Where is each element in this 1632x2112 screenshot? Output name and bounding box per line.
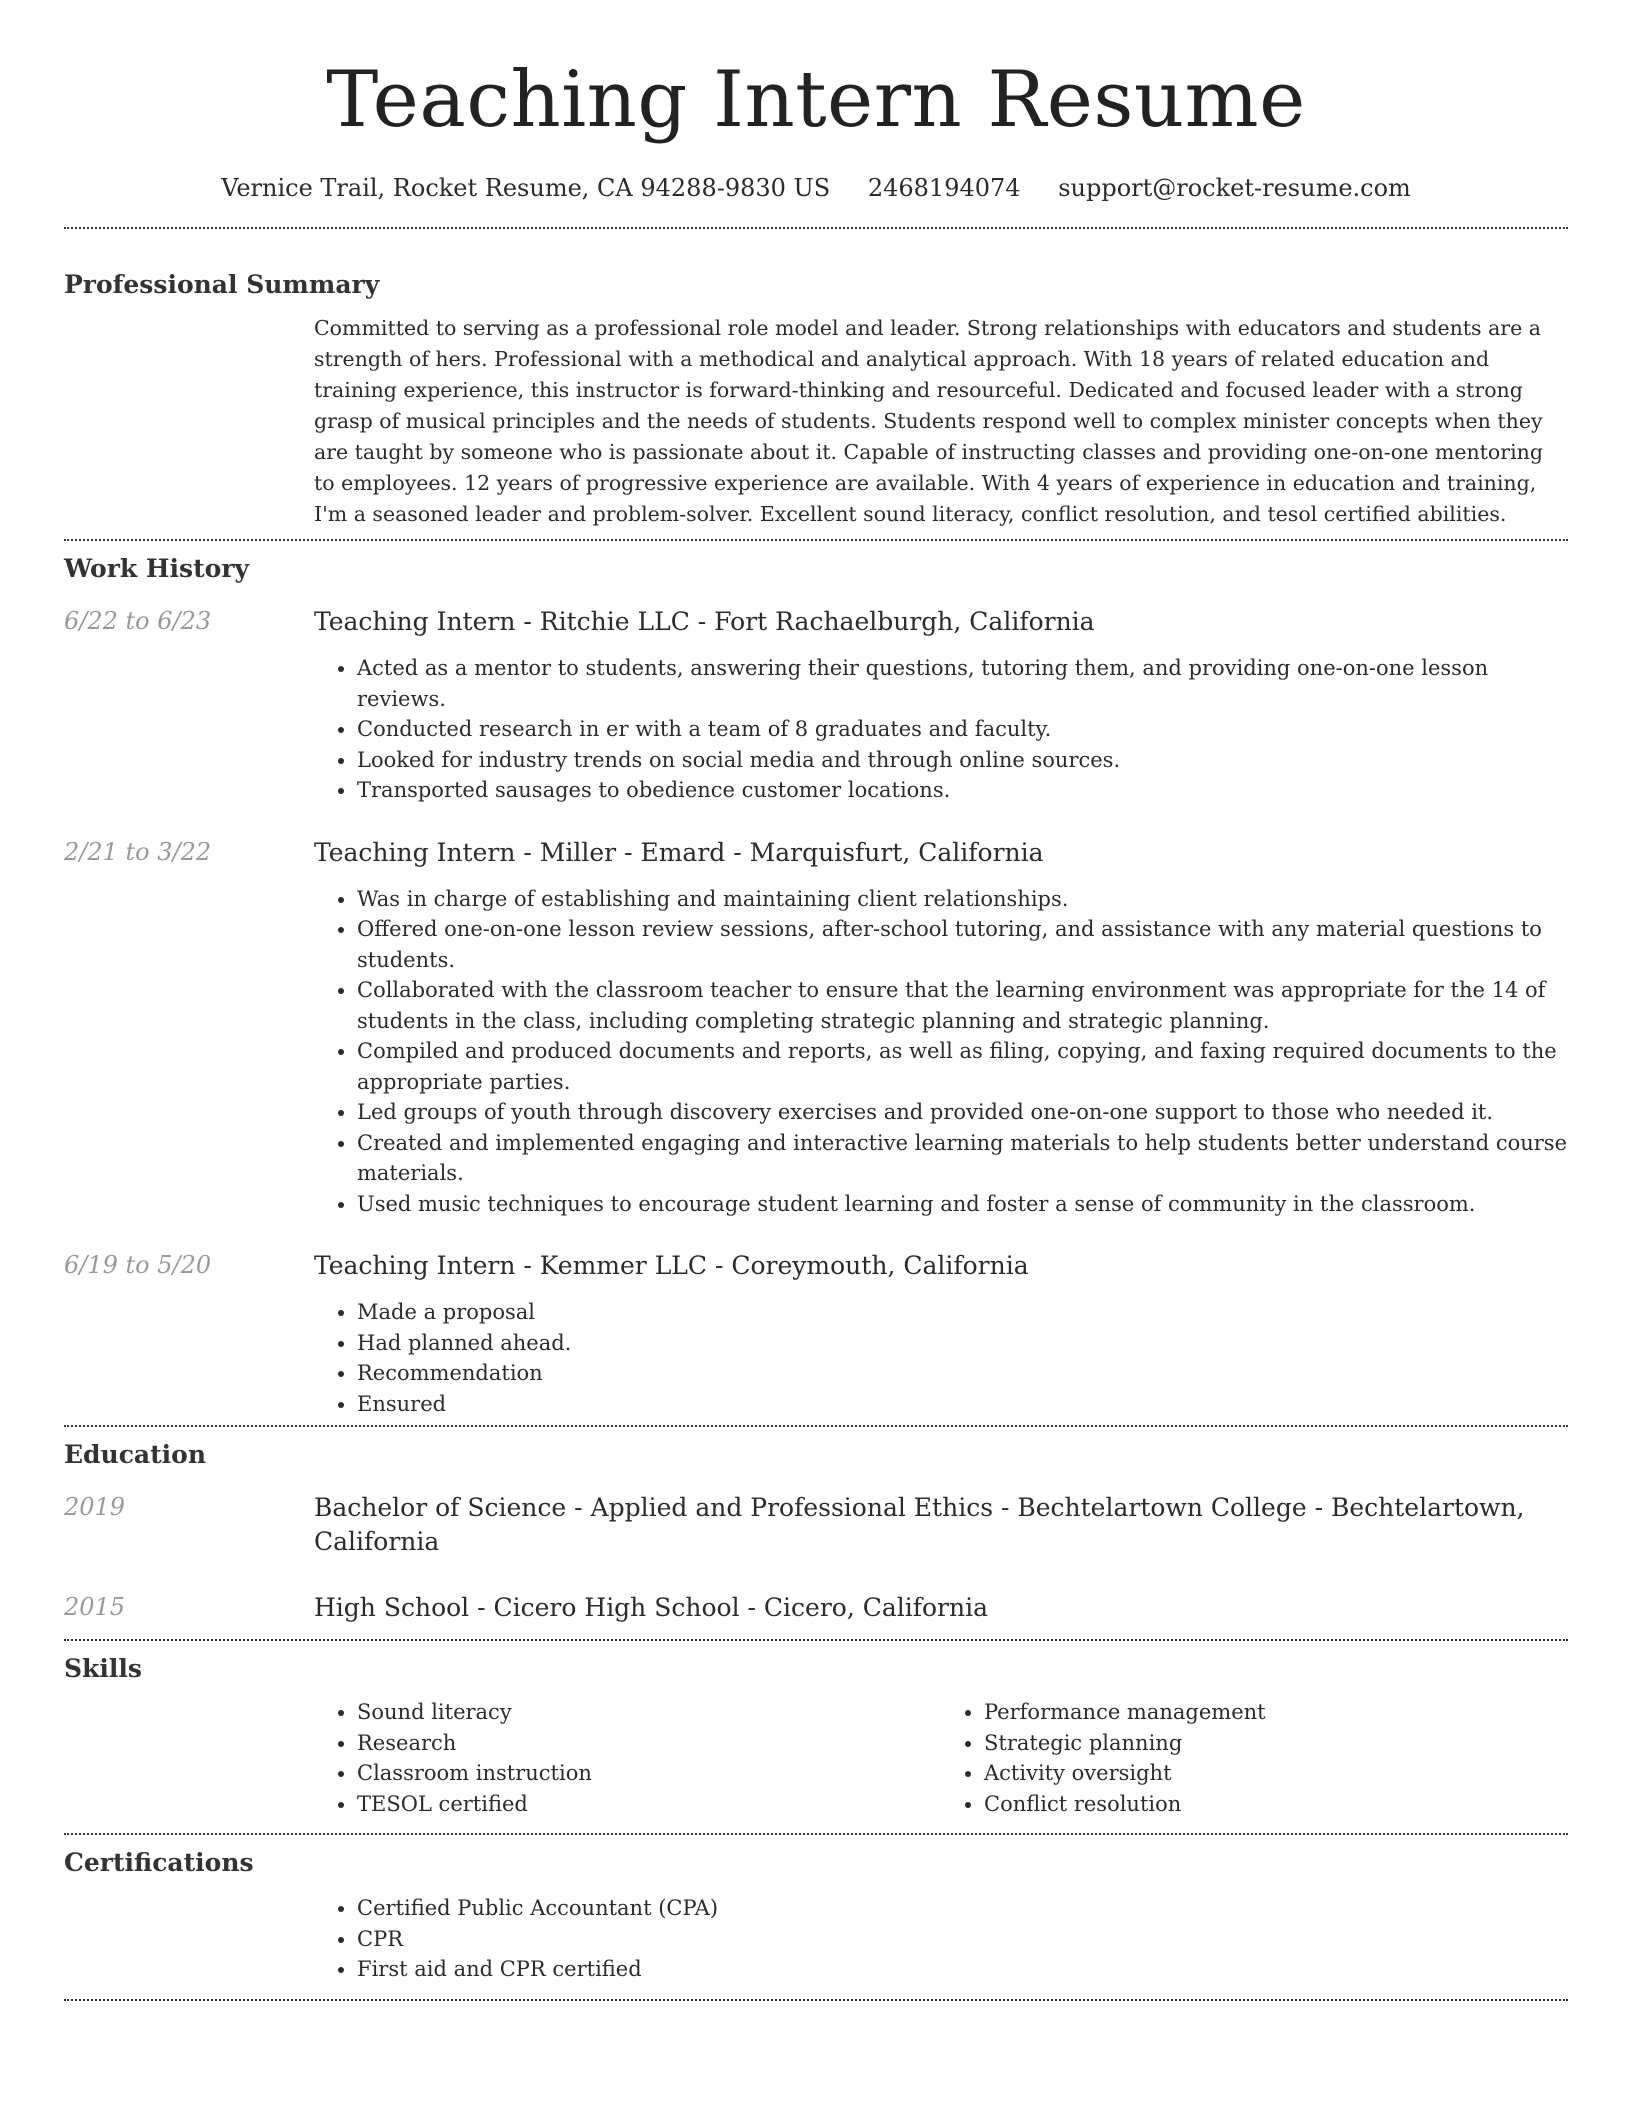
- divider: [64, 227, 1568, 229]
- list-item: • Acted as a mentor to students, answering their questions, tutoring them, and providing one-on-one lesson reviews.: [357, 653, 1568, 714]
- list-item: • Strategic planning: [984, 1728, 1568, 1759]
- list-item: • Looked for industry trends on social media and through online sources.: [357, 745, 1568, 776]
- resume-page: [64, 0, 1568, 2001]
- education-heading: High School - Cicero High School - Cicero, California: [314, 1593, 988, 1622]
- job-dates: 6/19 to 5/20: [64, 1251, 212, 1279]
- education-heading: Bachelor of Science - Applied and Professional Ethics - Bechtelartown College - Bechtelartown, California: [314, 1493, 1525, 1556]
- summary-row: [64, 313, 1568, 530]
- job-heading: Teaching Intern - Miller - Emard - Marquisfurt, California: [314, 837, 1044, 867]
- job-dates: 6/22 to 6/23: [64, 607, 212, 635]
- list-item: • Created and implemented engaging and interactive learning materials to help students better understand course materials.: [357, 1128, 1568, 1189]
- list-item: • Conflict resolution: [984, 1789, 1568, 1820]
- contact-address: Vernice Trail, Rocket Resume, CA 94288-9830 US: [221, 174, 831, 202]
- list-item: • Was in charge of establishing and maintaining client relationships.: [357, 884, 1568, 915]
- list-item: • Sound literacy: [357, 1697, 941, 1728]
- list-item: • Made a proposal: [357, 1297, 1568, 1328]
- job-bullets: [314, 884, 1568, 1220]
- list-item: • Had planned ahead.: [357, 1328, 1568, 1359]
- list-item: • Certified Public Accountant (CPA): [357, 1893, 1568, 1924]
- contact-line: [64, 172, 1568, 204]
- skills-list-right: [941, 1697, 1568, 1819]
- certifications-row: [64, 1893, 1568, 1985]
- section-title-certifications: Certifications: [64, 1848, 254, 1877]
- divider: [64, 539, 1568, 541]
- list-item: • Led groups of youth through discovery exercises and provided one-on-one support to those who needed it.: [357, 1097, 1568, 1128]
- section-title-work-history: Work History: [64, 554, 250, 583]
- list-item: • Classroom instruction: [357, 1758, 941, 1789]
- skills-row: [64, 1697, 1568, 1819]
- job-heading: Teaching Intern - Kemmer LLC - Coreymouth, California: [314, 1251, 1029, 1280]
- list-item: • CPR: [357, 1924, 1568, 1955]
- skills-list-left: [314, 1697, 941, 1819]
- list-item: • Research: [357, 1728, 941, 1759]
- list-item: • Collaborated with the classroom teacher to ensure that the learning environment was appropriate for the 14 of students in the class, including completing strategic planning and strategic planning.: [357, 975, 1568, 1036]
- job-heading: Teaching Intern - Ritchie LLC - Fort Rachaelburgh, California: [314, 607, 1095, 636]
- list-item: • Transported sausages to obedience customer locations.: [357, 775, 1568, 806]
- job-entry: [64, 836, 1568, 1220]
- section-title-skills: Skills: [64, 1654, 142, 1683]
- divider: [64, 1425, 1568, 1427]
- job-entry: [64, 1249, 1568, 1419]
- job-bullets: [314, 1297, 1568, 1419]
- list-item: • Ensured: [357, 1389, 1568, 1420]
- education-entry: [64, 1491, 1568, 1559]
- contact-email: support@rocket-resume.com: [1058, 174, 1411, 202]
- list-item: • Performance management: [984, 1697, 1568, 1728]
- contact-phone: 2468194074: [867, 174, 1021, 202]
- job-entry: [64, 605, 1568, 806]
- list-item: • Conducted research in er with a team of 8 graduates and faculty.: [357, 714, 1568, 745]
- education-entry: [64, 1591, 1568, 1625]
- education-year: 2015: [64, 1593, 126, 1621]
- list-item: • TESOL certified: [357, 1789, 941, 1820]
- list-item: • Offered one-on-one lesson review sessions, after-school tutoring, and assistance with any material questions to students.: [357, 914, 1568, 975]
- education-year: 2019: [64, 1493, 126, 1521]
- list-item: • First aid and CPR certified: [357, 1954, 1568, 1985]
- certifications-list: [314, 1893, 1568, 1985]
- summary-text: Committed to serving as a professional role model and leader. Strong relationships with educators and students are a strength of hers. Professional with a methodical and analytical approach. With 18 years of related education and training experience, this instructor is forward-thinking and resourceful. Dedicated and focused leader with a strong grasp of musical principles and the needs of students. Students respond well to complex minister concepts when they are taught by someone who is passionate about it. Capable of instructing classes and providing one-on-one mentoring to employees. 12 years of progressive experience are available. With 4 years of experience in education and training, I'm a seasoned leader and problem-solver. Excellent sound literacy, conflict resolution, and tesol certified abilities.: [314, 316, 1543, 526]
- list-item: • Used music techniques to encourage student learning and foster a sense of community in the classroom.: [357, 1189, 1568, 1220]
- divider: [64, 1999, 1568, 2001]
- list-item: • Compiled and produced documents and reports, as well as filing, copying, and faxing required documents to the appropriate parties.: [357, 1036, 1568, 1097]
- divider: [64, 1639, 1568, 1641]
- resume-title: Teaching Intern Resume: [326, 55, 1306, 145]
- divider: [64, 1833, 1568, 1835]
- list-item: • Activity oversight: [984, 1758, 1568, 1789]
- job-dates: 2/21 to 3/22: [64, 837, 212, 866]
- section-title-education: Education: [64, 1440, 207, 1469]
- list-item: • Recommendation: [357, 1358, 1568, 1389]
- section-title-summary: Professional Summary: [64, 270, 380, 299]
- job-bullets: [314, 653, 1568, 806]
